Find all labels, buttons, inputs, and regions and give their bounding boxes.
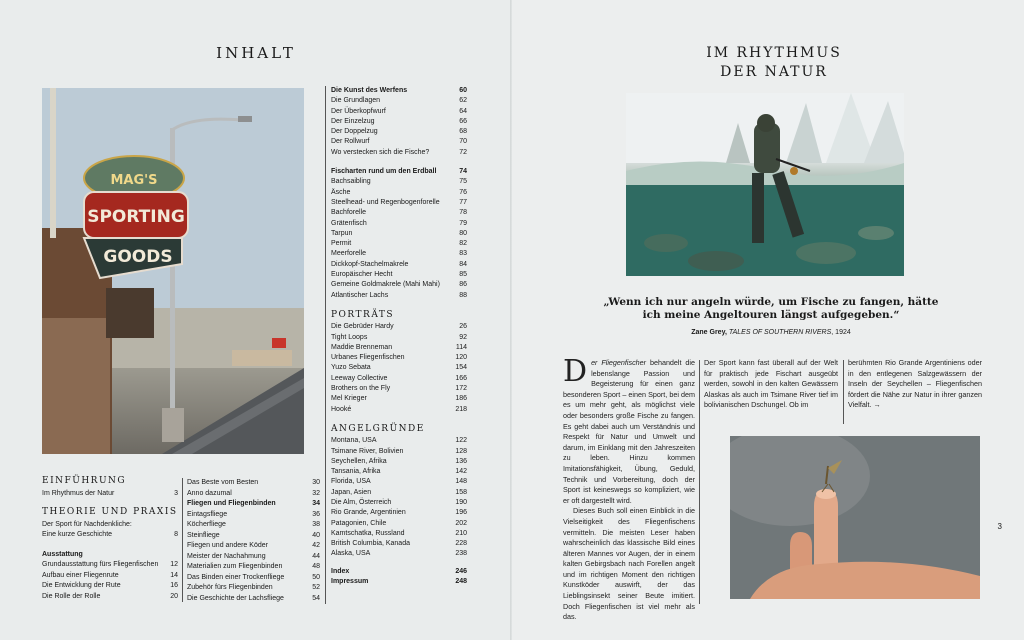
toc-entry-page: 79: [459, 219, 467, 227]
toc-entry-page: 60: [459, 87, 467, 94]
toc-entry-label: Die Kunst des Werfens: [331, 87, 408, 94]
toc-entry[interactable]: [331, 291, 467, 301]
toc-entry-page: 154: [455, 364, 467, 372]
toc-entry-page: 86: [459, 281, 467, 289]
toc-entry-page: 20: [170, 592, 178, 600]
body-column-3: [848, 358, 982, 411]
toc-entry[interactable]: [331, 508, 467, 518]
toc-entry-label: Yuzo Sebata: [331, 364, 371, 372]
toc-entry-label: Tansania, Afrika: [331, 468, 381, 476]
toc-entry-page: 228: [455, 540, 467, 548]
toc-entry-page: 48: [312, 563, 320, 570]
toc-entry[interactable]: [331, 280, 467, 290]
toc-entry-label: Europäischer Hecht: [331, 271, 393, 279]
toc-section-heading: ANGELGRÜNDE: [331, 423, 425, 434]
toc-entry[interactable]: [331, 343, 467, 353]
toc-entry-label: Alaska, USA: [331, 550, 371, 558]
toc-entry[interactable]: [331, 127, 467, 137]
toc-entry[interactable]: [42, 489, 178, 500]
toc-entry[interactable]: [331, 333, 467, 343]
toc-entry-page: 75: [459, 178, 467, 186]
toc-entry-label: Mel Krieger: [331, 395, 367, 403]
toc-entry[interactable]: [331, 405, 467, 415]
toc-entry-label: Aufbau einer Fliegenrute: [42, 571, 119, 579]
toc-entry-page: 148: [455, 478, 467, 486]
quote-year: , 1924: [831, 329, 851, 336]
toc-entry-label: Leeway Collective: [331, 374, 388, 382]
toc-entry-label: Meister der Nachahmung: [187, 552, 266, 560]
toc-entry-label: Eintagsfliege: [187, 510, 228, 518]
toc-entry-label: Urbanes Fliegenfischen: [331, 354, 405, 362]
toc-entry-label: Das Beste vom Besten: [187, 479, 259, 486]
toc-entry-label: Eine kurze Geschichte: [42, 531, 113, 538]
toc-entry[interactable]: [331, 198, 467, 208]
toc-entry[interactable]: [331, 177, 467, 187]
toc-entry[interactable]: [42, 592, 178, 603]
toc-entry-page: 142: [455, 468, 467, 476]
toc-entry-label: Die Rolle der Rolle: [42, 592, 101, 600]
toc-entry[interactable]: [187, 531, 320, 542]
toc-entry-page: 84: [459, 260, 467, 268]
toc-entry[interactable]: [331, 519, 467, 529]
toc-entry[interactable]: [331, 96, 467, 106]
toc-entry[interactable]: [331, 394, 467, 404]
toc-entry-page: 40: [312, 531, 320, 539]
toc-entry-label: Dickkopf-Stachelmakrele: [331, 260, 409, 268]
continue-arrow-icon: →: [873, 400, 881, 410]
toc-entry-page: 54: [312, 594, 320, 602]
toc-entry-page: 64: [459, 107, 467, 115]
toc-entry-label: Montana, USA: [331, 437, 377, 445]
toc-entry-label: Florida, USA: [331, 478, 371, 486]
toc-entry[interactable]: [187, 520, 320, 531]
toc-entry-page: 196: [455, 509, 467, 517]
toc-entry-label: Impressum: [331, 578, 369, 586]
toc-entry[interactable]: [331, 137, 467, 147]
toc-entry-label: Fliegen und andere Köder: [187, 542, 268, 549]
toc-entry-page: 238: [455, 550, 467, 558]
toc-entry-label: Fliegen und Fliegenbinden: [187, 500, 276, 507]
toc-entry-page: 186: [455, 395, 467, 403]
toc-entry[interactable]: [331, 477, 467, 487]
toc-entry-label: Fischarten rund um den Erdball: [331, 168, 437, 176]
toc-entry-page: 32: [312, 489, 320, 497]
body-column-2: [704, 358, 838, 411]
toc-entry-label: Meerforelle: [331, 250, 367, 258]
toc-entry[interactable]: [331, 363, 467, 373]
toc-entry[interactable]: [187, 478, 320, 489]
toc-entry-label: Steelhead- und Regenbogenforelle: [331, 198, 440, 206]
toc-entry-page: 166: [455, 374, 467, 382]
toc-entry[interactable]: [331, 577, 467, 587]
toc-column-3: [331, 86, 467, 587]
toc-entry-label: Gemeine Goldmakrele (Mahi Mahi): [331, 281, 440, 289]
toc-entry-page: 114: [455, 343, 467, 351]
toc-entry-label: Brothers on the Fly: [331, 385, 391, 393]
toc-entry[interactable]: [331, 208, 467, 218]
toc-entry-label: Die Alm, Österreich: [331, 498, 392, 506]
column-divider: [182, 478, 183, 602]
store-scene-illustration: [42, 88, 304, 454]
toc-entry[interactable]: [331, 117, 467, 127]
toc-entry-label: Atlantischer Lachs: [331, 291, 389, 299]
page-title: INHALT: [216, 44, 296, 62]
quote-author: Zane Grey,: [691, 329, 727, 336]
toc-entry-label: Die Gebrüder Hardy: [331, 323, 394, 331]
toc-entry-page: 14: [170, 571, 178, 579]
toc-entry-label: Äsche: [331, 188, 351, 196]
toc-entry[interactable]: [187, 489, 320, 500]
toc-entry-page: 72: [459, 148, 467, 156]
toc-entry-label: Zubehör fürs Fliegenbinden: [187, 584, 273, 591]
column-divider: [843, 360, 844, 424]
page-number: 3: [997, 522, 1002, 531]
toc-entry[interactable]: [42, 520, 178, 531]
toc-entry[interactable]: [331, 260, 467, 270]
toc-entry-label: Die Grundlagen: [331, 97, 381, 105]
toc-entry-page: 92: [459, 333, 467, 341]
toc-entry-label: British Columbia, Kanada: [331, 540, 410, 548]
drop-cap: D: [563, 354, 588, 389]
toc-entry[interactable]: [187, 499, 320, 510]
toc-entry[interactable]: [331, 539, 467, 549]
toc-entry-page: 3: [174, 489, 178, 497]
chapter-title: [694, 44, 854, 82]
toc-entry-label: Grätenfisch: [331, 219, 367, 227]
toc-entry[interactable]: [331, 374, 467, 384]
toc-entry-page: 80: [459, 229, 467, 237]
toc-entry[interactable]: [331, 498, 467, 508]
toc-entry-page: 68: [459, 128, 467, 136]
toc-entry[interactable]: [331, 529, 467, 539]
body-text: berühmten Rio Grande Argentiniens oder in den entlegenen Salzgewässern der Inseln der Seychellen – Fliegenfischen fördert die Nähe zur Natur in ihrer ganzen Vielfalt.: [848, 358, 982, 410]
toc-entry-label: Seychellen, Afrika: [331, 457, 387, 465]
toc-entry-page: 38: [312, 521, 320, 528]
toc-entry-label: Tsimane River, Bolivien: [331, 447, 404, 455]
toc-entry-label: Köcherfliege: [187, 521, 226, 528]
toc-entry-page: 246: [455, 567, 467, 575]
toc-entry-page: 52: [312, 584, 320, 591]
toc-entry-page: 78: [459, 209, 467, 217]
toc-entry-page: 136: [455, 457, 467, 465]
toc-entry[interactable]: [331, 467, 467, 477]
angler-river-photo: [626, 93, 904, 276]
toc-entry-label: Das Binden einer Trockenfliege: [187, 573, 285, 581]
toc-entry-label: Patagonien, Chile: [331, 519, 387, 527]
toc-entry-page: 82: [459, 240, 467, 248]
toc-entry-page: 202: [455, 519, 467, 527]
toc-entry-page: 70: [459, 138, 467, 146]
toc-entry-page: 158: [455, 488, 467, 496]
toc-entry[interactable]: [331, 322, 467, 332]
toc-entry-label: Japan, Asien: [331, 488, 372, 496]
toc-entry[interactable]: [187, 510, 320, 521]
toc-entry-page: 120: [455, 354, 467, 362]
toc-entry-page: 34: [312, 500, 320, 507]
toc-entry-label: Maddie Brenneman: [331, 343, 393, 351]
toc-entry[interactable]: [331, 86, 467, 96]
toc-entry[interactable]: [331, 249, 467, 259]
toc-entry[interactable]: [187, 562, 320, 573]
toc-entry[interactable]: [42, 560, 178, 571]
river-scene-illustration: [626, 93, 904, 276]
sporting-goods-photo: [42, 88, 304, 454]
toc-entry[interactable]: [187, 552, 320, 563]
toc-entry-page: 44: [312, 552, 320, 560]
toc-entry-label: Der Sport für Nachdenkliche:: [42, 520, 132, 528]
toc-entry-page: 66: [459, 117, 467, 125]
toc-entry-page: 16: [170, 582, 178, 589]
toc-entry-page: 122: [455, 437, 467, 445]
hand-scene-illustration: [730, 436, 980, 599]
toc-entry[interactable]: [331, 549, 467, 559]
toc-entry[interactable]: [331, 457, 467, 467]
toc-column-2: [187, 478, 320, 604]
sign-mags-text: MAG'S: [110, 173, 158, 188]
toc-entry[interactable]: [331, 229, 467, 239]
toc-entry-label: Der Einzelzug: [331, 117, 375, 125]
toc-entry-label: Steinfliege: [187, 531, 220, 539]
toc-entry-page: 172: [455, 385, 467, 393]
column-divider: [325, 86, 326, 604]
toc-entry-label: Kamtschatka, Russland: [331, 529, 405, 537]
toc-entry-label: Tight Loops: [331, 333, 368, 341]
toc-entry-page: 12: [170, 561, 178, 568]
toc-entry[interactable]: [331, 188, 467, 198]
toc-entry[interactable]: [331, 219, 467, 229]
toc-section-heading: EINFÜHRUNG: [42, 476, 127, 486]
toc-entry-label: Index: [331, 567, 350, 575]
toc-entry[interactable]: [331, 384, 467, 394]
toc-entry-label: Grundausstattung fürs Fliegenfischen: [42, 561, 159, 568]
toc-entry[interactable]: [331, 239, 467, 249]
toc-entry[interactable]: [331, 447, 467, 457]
toc-entry-label: Der Rollwurf: [331, 138, 370, 146]
toc-section-heading: PORTRÄTS: [331, 309, 395, 320]
toc-entry[interactable]: [331, 436, 467, 446]
toc-entry[interactable]: [331, 353, 467, 363]
toc-entry[interactable]: [187, 541, 320, 552]
toc-entry-page: 8: [174, 531, 178, 538]
toc-entry-label: Die Geschichte der Lachsfliege: [187, 594, 284, 602]
toc-entry-page: 36: [312, 510, 320, 518]
toc-entry-label: Der Überkopfwurf: [331, 107, 386, 115]
toc-entry[interactable]: [187, 573, 320, 584]
toc-entry[interactable]: [331, 148, 467, 158]
toc-entry[interactable]: [187, 594, 320, 605]
toc-entry[interactable]: [331, 488, 467, 498]
toc-entry-label: Bachforelle: [331, 209, 367, 217]
toc-entry-page: 218: [455, 405, 467, 413]
toc-entry-page: 30: [312, 479, 320, 486]
toc-entry-page: 42: [312, 542, 320, 549]
toc-entry-label: Die Entwicklung der Rute: [42, 582, 121, 589]
toc-entry-label: Anno dazumal: [187, 489, 232, 497]
toc-entry[interactable]: [331, 167, 467, 177]
quote-attribution: [596, 329, 946, 336]
toc-entry-page: 62: [459, 97, 467, 105]
toc-entry-page: 83: [459, 250, 467, 258]
toc-entry[interactable]: [331, 567, 467, 577]
toc-entry[interactable]: [187, 583, 320, 594]
toc-entry[interactable]: [331, 270, 467, 280]
toc-entry-page: 210: [455, 529, 467, 537]
body-text: behandelt die lebenslange Passion und Begeisterung für einen ganz besonderen Sport – einen Sport, bei dem es um mehr geht, als möglichst viele oder besonders große Fische zu fangen. Es geht dabei auch um Verständnis und Respekt für Natur und Umwelt und darum, im Einklang mit den Jahreszeiten zu leben. Hinzu kommen Imitationsfähigkeit, Übung, Geduld, Technik und Vorbereitung, doch der Sport ist keineswegs so kompliziert, wie er oft dargestellt wird.: [563, 358, 695, 505]
toc-entry[interactable]: [42, 571, 178, 582]
toc-entry-label: Materialien zum Fliegenbinden: [187, 563, 283, 570]
toc-entry-label: Hooké: [331, 405, 352, 413]
toc-entry[interactable]: [42, 581, 178, 592]
body-text: Der Sport kann fast überall auf der Welt für praktisch jede Fischart ausgeübt werden, sowohl in den kalten Gewässern Alaskas als auch im Tsimane River tief im bolivianischen Dschungel. Ob im: [704, 358, 838, 410]
toc-entry-label: Im Rhythmus der Natur: [42, 489, 115, 497]
toc-entry-label: Tarpun: [331, 229, 353, 237]
toc-entry-label: Wo verstecken sich die Fische?: [331, 148, 430, 156]
toc-entry-page: 77: [459, 198, 467, 206]
toc-entry-page: 85: [459, 271, 467, 279]
toc-entry-label: Der Doppelzug: [331, 128, 378, 136]
column-divider: [699, 360, 700, 604]
toc-entry-label: Rio Grande, Argentinien: [331, 509, 406, 517]
toc-entry-page: 88: [459, 291, 467, 299]
toc-entry-page: 76: [459, 188, 467, 196]
mayfly-on-finger-photo: [730, 436, 980, 599]
sign-sporting-text: SPORTING: [87, 207, 185, 227]
toc-entry-page: 190: [455, 498, 467, 506]
toc-entry-page: 248: [455, 578, 467, 586]
body-column-1: [563, 354, 695, 623]
chapter-title-line: DER NATUR: [720, 64, 828, 80]
toc-column-1: [42, 476, 178, 602]
chapter-title-line: IM RHYTHMUS: [706, 45, 842, 61]
toc-entry-page: 128: [455, 447, 467, 455]
sign-goods-text: GOODS: [103, 247, 173, 267]
toc-entry-label: Bachsaibling: [331, 178, 371, 186]
toc-entry-page: 74: [459, 168, 467, 176]
quote-book: TALES OF SOUTHERN RIVERS: [728, 329, 832, 336]
toc-entry-page: 50: [312, 573, 320, 581]
toc-section-heading: THEORIE UND PRAXIS: [42, 507, 178, 517]
pull-quote: „Wenn ich nur angeln würde, um Fische zu fangen, hätte ich meine Angeltouren längst aufgegeben.“: [603, 296, 939, 321]
body-paragraph: Dieses Buch soll einen Einblick in die Vielseitigkeit des Fliegenfischens vermitteln. Die meisten Leser haben wahrscheinlich das klassische Bild eines älteren Mannes vor Augen, der in einem kalten Gebirgsbach nach Forellen angelt und im richtigen Moment den richtigen Kunstköder auswirft, der das Lieblingsinsekt seiner Beute imitiert. Doch Fliegenfischen ist viel mehr als das.: [563, 506, 695, 622]
toc-entry-label: Permit: [331, 240, 352, 248]
toc-entry-page: 26: [459, 323, 467, 331]
toc-entry[interactable]: [331, 107, 467, 117]
body-italic-lead: er Fliegenfischer: [591, 358, 647, 367]
toc-group-heading: Ausstattung: [42, 550, 83, 558]
toc-entry[interactable]: [42, 530, 178, 541]
